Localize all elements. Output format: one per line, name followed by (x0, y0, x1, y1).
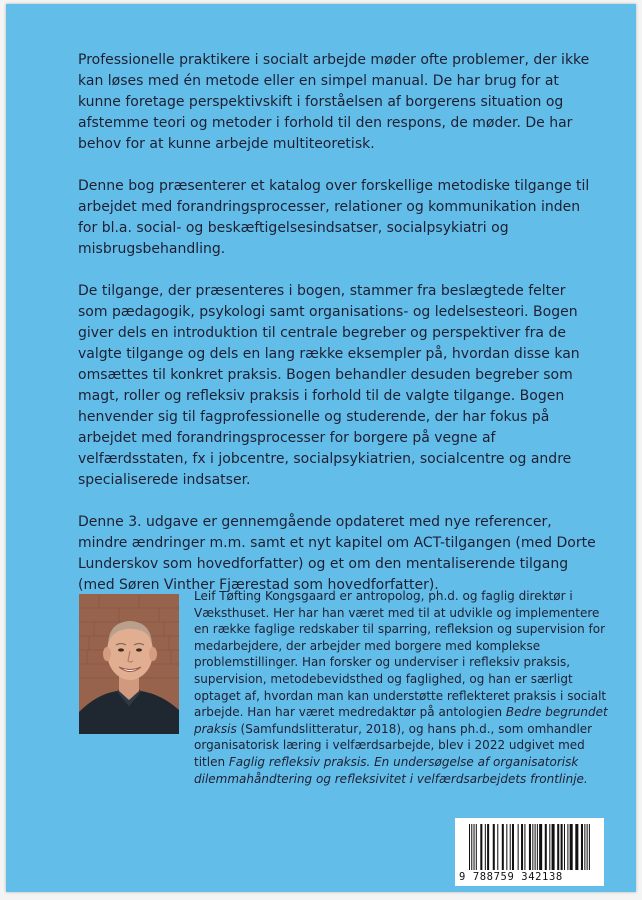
barcode-bars-image (469, 824, 590, 870)
barcode-bar (539, 824, 542, 870)
barcode-bar (552, 824, 555, 870)
blurb-paragraph-4: Denne 3. udgave er gennemgående opdateret med nye referencer, mindre ændringer m.m. samt et nyt kapitel om ACT-tilgangen (med Dorte Lunderskov som hovedforfatter) og et om den mentaliserende tilgang (med Søren Vinther Fjærestad som hovedforfatter). (78, 514, 596, 593)
blurb-paragraph-3: De tilgange, der præsenteres i bogen, stammer fra beslægtede felter som pædagogik, psykologi samt organisations- og ledelsesteori. Bogen giver dels en introduktion til centrale begreber og perspektiver fra de valgte tilgange og dels en lang række eksempler på, hvordan disse kan omsættes til konkret praksis. Bogen behandler desuden begreber som magt, roller og refleksiv praksis i forhold til de valgte tilgange. Bogen henvender sig til fagprofessionelle og studerende, der har fokus på arbejdet med forandringsprocesser for borgere på vegne af velfærdsstaten, fx i jobcentre, socialpsykiatrien, socialcentre og andre specialiserede indsatser. (78, 283, 580, 488)
barcode-bar (564, 824, 565, 870)
author-photo (79, 594, 179, 734)
barcode-bar (502, 824, 504, 870)
barcode-bar (510, 824, 511, 870)
cover-blurb (78, 50, 598, 617)
barcode-bar (497, 824, 498, 870)
barcode-bar (557, 824, 559, 870)
barcode-bar (471, 824, 472, 870)
bio-text-part-1: Leif Tøfting Kongsgaard er antropolog, ph.d. og faglig direktør i Væksthuset. Her har han været med til at udvikle og implementere en række faglige redskaber til sparring, refleksion og supervision for medarbejdere, der arbejder med borgere med komplekse problemstillinger. Han forsker og underviser i refleksiv praksis, supervision, metodebevidsthed og faglighed, og han er særligt optaget af, hvordan man kan understøtte reflekteret praksis i socialt arbejde. Han har været medredaktør på antologien (194, 589, 607, 720)
blurb-paragraph-2: Denne bog præsenterer et katalog over forskellige metodiske tilgange til arbejdet med forandringsprocesser, relationer og kommunikation inden for bl.a. social- og beskæftigelsesindsatser, socialpsykiatri og misbrugsbehandling. (78, 178, 590, 257)
barcode-bar (549, 824, 550, 870)
author-bio (194, 588, 614, 787)
barcode-bar (485, 824, 486, 870)
barcode-bar (529, 824, 531, 870)
barcode-bar (567, 824, 568, 870)
author-portrait-image (79, 594, 179, 734)
isbn-barcode (455, 818, 604, 886)
barcode-bar (518, 824, 519, 870)
barcode-bar (589, 824, 590, 870)
barcode-bar (570, 824, 573, 870)
back-cover (6, 4, 636, 892)
barcode-bar (587, 824, 588, 870)
barcode-bar (469, 824, 470, 870)
barcode-bar (581, 824, 583, 870)
barcode-bar (480, 824, 482, 870)
isbn-digits: 9 788759 342138 (459, 871, 563, 883)
barcode-bar (537, 824, 538, 870)
bio-book-title-2: Faglig refleksiv praksis. En undersøgelse af organisatorisk dilemmahåndtering og refleksivitet i velfærdsarbejdets frontlinje. (194, 754, 588, 786)
barcode-bar (506, 824, 507, 870)
barcode-bar (512, 824, 514, 870)
barcode-bar (584, 824, 585, 870)
barcode-bar (476, 824, 477, 870)
bio-book-title-1: Bedre begrundet praksis (194, 705, 608, 736)
barcode-bar (524, 824, 525, 870)
barcode-bar (561, 824, 563, 870)
barcode-bar (487, 824, 489, 870)
blurb-paragraph-1: Professionelle praktikere i socialt arbejde møder ofte problemer, der ikke kan løses med én metode eller en simpel manual. De har brug for at kunne foretage perspektivskift i forståelsen af borgerens situation og afstemme teori og metoder i forhold til den respons, de møder. De har behov for at kunne arbejde multiteoretisk. (78, 52, 590, 152)
barcode-bar (521, 824, 523, 870)
barcode-bar (545, 824, 547, 870)
barcode-bar (474, 824, 475, 870)
bio-text-part-2: (Samfundslitteratur, 2018), og hans ph.d., som omhandler organisatorisk læring i velfærdsarbejde, blev i 2022 udgivet med titlen (194, 721, 593, 769)
barcode-bar (575, 824, 578, 870)
barcode-bar (493, 824, 495, 870)
barcode-bar (535, 824, 536, 870)
barcode-bar (532, 824, 533, 870)
author-bio-text (194, 588, 614, 787)
